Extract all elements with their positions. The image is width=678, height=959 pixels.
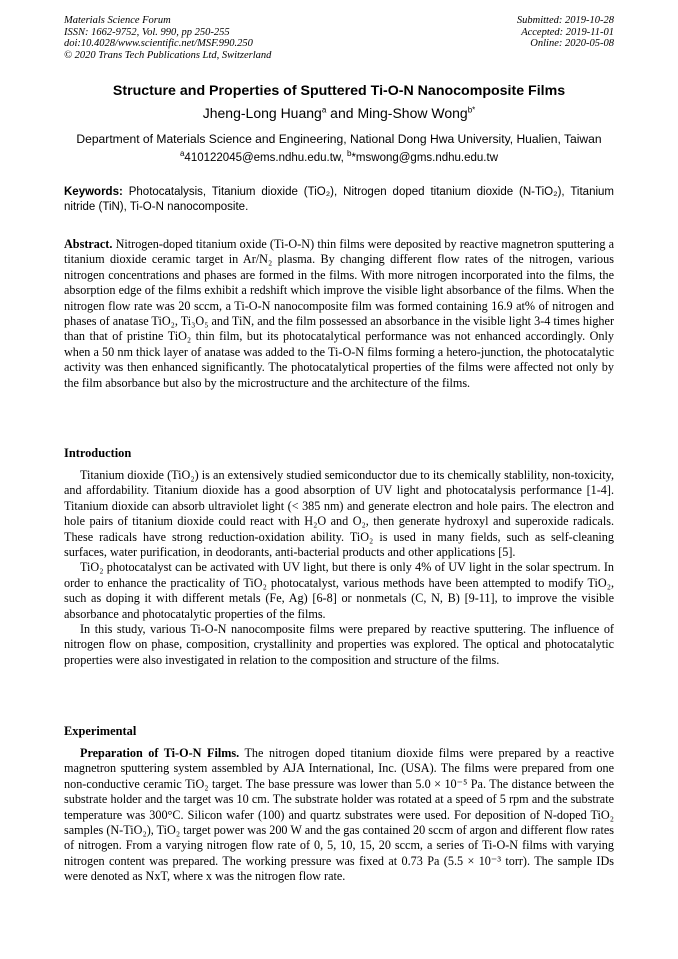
keywords-label: Keywords: xyxy=(64,186,123,198)
affiliation: Department of Materials Science and Engineering, National Dong Hwa University, Hualien, Taiwan xyxy=(76,132,602,146)
paper-title: Structure and Properties of Sputtered Ti-O-N Nanocomposite Films xyxy=(112,83,566,99)
author-conjunction: and xyxy=(326,105,358,121)
experimental-body xyxy=(64,746,614,885)
experimental-text: The nitrogen doped titanium dioxide films were prepared by a reactive magnetron sputtering system assembled by AJA International, Inc. (USA). The films were prepared from one non-conductive ceramic TiO₂ target. The base pressure was lower than 5.0 × 10⁻⁵ Pa. The distance between the substrate holder and the target was 10 cm. The substrate holder was rotated at a speed of 5 rpm and the substrate temperature was 300°C. Silicon wafer (100) and quartz substrates were used. For deposition of N-doped TiO₂ samples (N-TiO₂), TiO₂ target power was 200 W and the gas contained 20 sccm of argon and different flow rates of nitrogen. From a varying nitrogen flow rate of 0, 5, 10, 15, 20 sccm, a series of Ti-O-N films with varying nitrogen content was prepared. The working pressure was fixed at 0.73 Pa (5.5 × 10⁻³ torr). The sample IDs were denoted as NxT, where x was the nitrogen flow rate. xyxy=(64,746,614,884)
intro-paragraph-2: TiO₂ photocatalyst can be activated with UV light, but there is only 4% of UV light in the solar spectrum. In order to enhance the practicality of TiO₂ photocatalyst, various methods have been attempted to modify TiO₂, such as doping it with different metals (Fe, Ag) [6-8] or nonmetals (C, N, B) [9-11], to improve the visible absorbance and photocatalytic properties of the films. xyxy=(64,560,614,621)
submitted-date: Submitted: 2019-10-28 xyxy=(516,15,614,26)
keywords-block xyxy=(64,185,614,215)
email-2: *mswong@gms.ndhu.edu.tw xyxy=(351,152,499,164)
abstract-label: Abstract. xyxy=(64,237,113,251)
copyright-line: © 2020 Trans Tech Publications Ltd, Switzerland xyxy=(64,49,272,61)
online-date: Online: 2020-05-08 xyxy=(530,38,614,50)
introduction-heading: Introduction xyxy=(64,446,132,460)
journal-name: Materials Science Forum xyxy=(64,15,171,26)
experimental-heading: Experimental xyxy=(64,724,137,738)
author-1: Jheng-Long Huang xyxy=(202,105,322,121)
author-2: Ming-Show Wong xyxy=(357,105,468,121)
introduction-body xyxy=(64,468,614,668)
author-2-affil-mark: b* xyxy=(467,105,476,115)
author-line xyxy=(0,105,678,121)
email-1-mark: a xyxy=(179,149,185,159)
dates-info xyxy=(517,15,614,50)
author-1-affil-mark: a xyxy=(321,105,327,115)
intro-paragraph-1: Titanium dioxide (TiO₂) is an extensively studied semiconductor due to its chemically stablility, non-toxicity, and affordability. Titanium dioxide has a good absorption of UV light and photocatalysis performance [1-4]. Titanium dioxide can absorb ultraviolet light (< 385 nm) and generate electron and hole pairs. The electron and hole pairs of titanium dioxide could react with H₂O and O₂, then generate hydroxyl and superoxide radicals. These radicals have strong reduction-oxidation ability. TiO₂ is used in many fields, such as self-cleaning surfaces, water purification, in deodorants, anti-bacterial products and other applications [5]. xyxy=(64,468,614,560)
experimental-paragraph xyxy=(64,746,614,885)
email-1: 410122045@ems.ndhu.edu.tw, xyxy=(184,152,347,164)
email-2-mark: b xyxy=(347,149,352,159)
abstract-block xyxy=(64,237,614,391)
intro-paragraph-3: In this study, various Ti-O-N nanocomposite films were prepared by reactive sputtering. The influence of nitrogen flow on phase, composition, crystallinity and properties was explored. The optical and photocatalytic properties were also investigated in relation to the composition and structure of the films. xyxy=(64,622,614,667)
abstract-text: Nitrogen-doped titanium oxide (Ti-O-N) thin films were deposited by reactive magnetron sputtering a titanium dioxide ceramic target in Ar/N₂ plasma. By changing different flow rates of the nitrogen, various nitrogen concentrations and phases are formed in the films. With more nitrogen incorporated into the films, the absorption edge of the films exhibit a redshift which improve the visible light absorbance of the films. When the nitrogen flow rate was 20 sccm, a Ti-O-N nanocomposite film was formed containing 16.9 at% of nitrogen and phases of anatase TiO₂, Ti₃O₅ and TiN, and the film possessed an absorbance in the visible light 3-4 times higher than that of pristine TiO₂ thin film, but its photocatalytical performance was not enhanced accordingly. Only when a 50 nm thick layer of anatase was added to the Ti-O-N films forming a hetero-junction, the photocatalytic activity was then enhanced significantly. The photocatalytical properties of the films were affected not only by the film absorbance but also by the microstructure and the architecture of the films. xyxy=(64,237,615,390)
accepted-date: Accepted: 2019-11-01 xyxy=(521,26,614,38)
experimental-subheading: Preparation of Ti-O-N Films. xyxy=(80,746,240,760)
email-line xyxy=(0,149,678,164)
keywords-text: Photocatalysis, Titanium dioxide (TiO₂), Nitrogen doped titanium dioxide (N-TiO₂), Titanium nitride (TiN), Ti-O-N nanocomposite. xyxy=(64,186,614,213)
journal-info xyxy=(64,15,271,61)
doi-line: doi:10.4028/www.scientific.net/MSF.990.250 xyxy=(64,38,253,50)
issn-line: ISSN: 1662-9752, Vol. 990, pp 250-255 xyxy=(64,26,230,38)
